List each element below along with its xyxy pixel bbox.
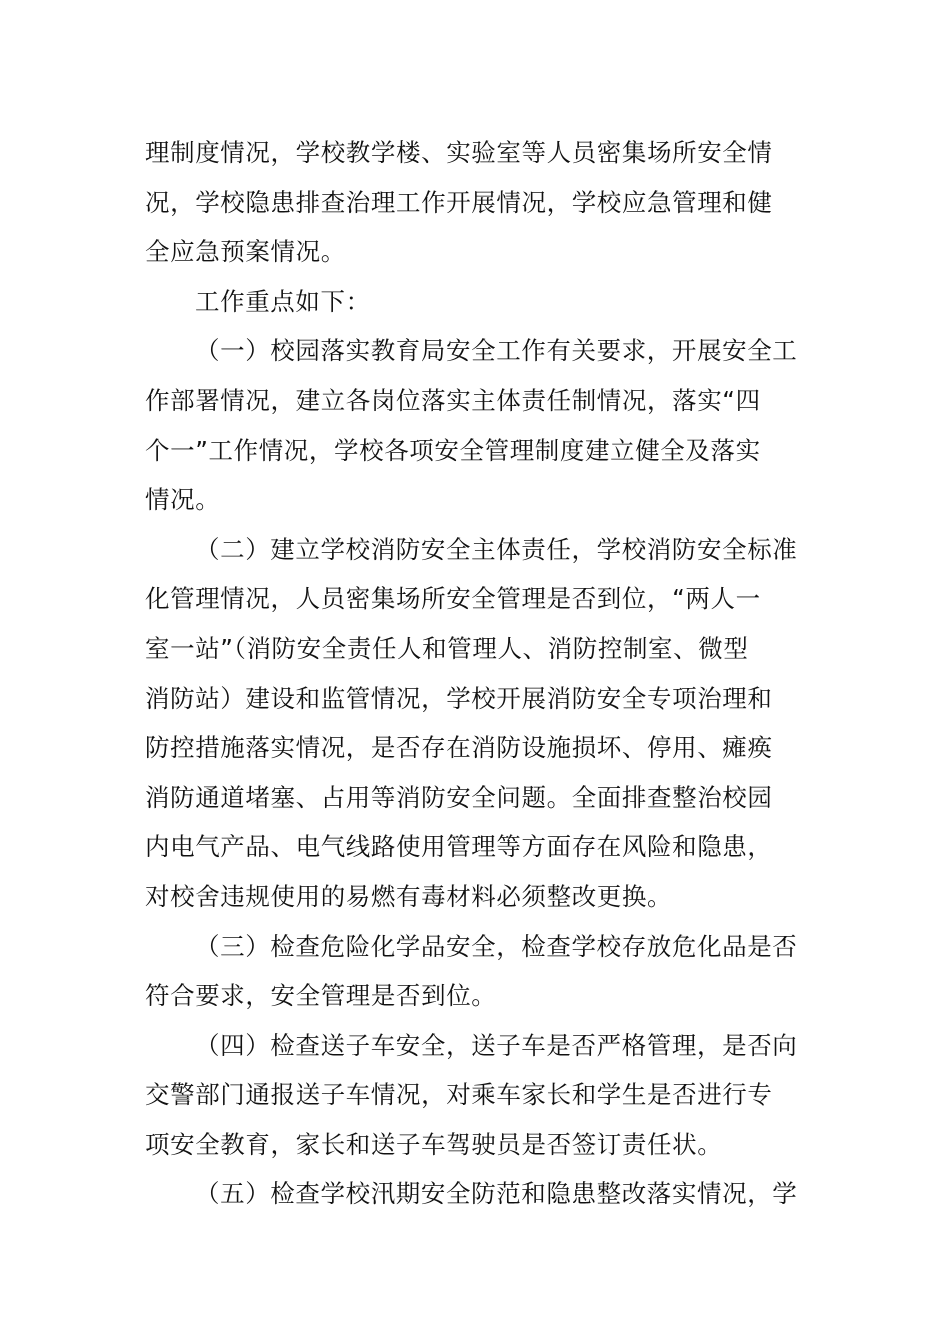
text-line: 作部署情况，建立各岗位落实主体责任制情况，落实“四 (145, 385, 761, 415)
text-line: 全应急预案情况。 (145, 237, 346, 267)
text-line: 工作重点如下： (195, 286, 371, 316)
text-line: 况，学校隐患排查治理工作开展情况，学校应急管理和健 (145, 187, 773, 217)
text-line: 室一站”（消防安全责任人和管理人、消防控制室、微型 (145, 633, 749, 663)
text-line: 内电气产品、电气线路使用管理等方面存在风险和隐患， (145, 832, 773, 862)
text-line: 化管理情况，人员密集场所安全管理是否到位，“两人一 (145, 584, 761, 614)
text-line: 理制度情况，学校教学楼、实验室等人员密集场所安全情 (145, 138, 773, 167)
text-line: （三）检查危险化学品安全，检查学校存放危化品是否 (195, 931, 798, 961)
text-line: 消防通道堵塞、占用等消防安全问题。全面排查整治校园 (145, 782, 773, 812)
text-line: 防控措施落实情况，是否存在消防设施损坏、停用、瘫痪 (145, 733, 773, 763)
text-line: （二）建立学校消防安全主体责任，学校消防安全标准 (195, 534, 798, 564)
text-line: （四）检查送子车安全，送子车是否严格管理，是否向 (195, 1030, 798, 1060)
text-line: 项安全教育，家长和送子车驾驶员是否签订责任状。 (145, 1129, 723, 1159)
text-line: 情况。 (145, 485, 221, 515)
text-line: 消防站）建设和监管情况，学校开展消防安全专项治理和 (145, 683, 773, 713)
text-line: 个一”工作情况，学校各项安全管理制度建立健全及落实 (145, 435, 761, 465)
text-line: 符合要求，安全管理是否到位。 (145, 981, 497, 1011)
document-body (145, 128, 809, 1219)
text-line: （一）校园落实教育局安全工作有关要求，开展安全工 (195, 336, 798, 366)
text-line: 对校舍违规使用的易燃有毒材料必须整改更换。 (145, 881, 673, 911)
text-line: 交警部门通报送子车情况，对乘车家长和学生是否进行专 (145, 1080, 773, 1110)
text-line: （五）检查学校汛期安全防范和隐患整改落实情况，学 (195, 1179, 798, 1209)
